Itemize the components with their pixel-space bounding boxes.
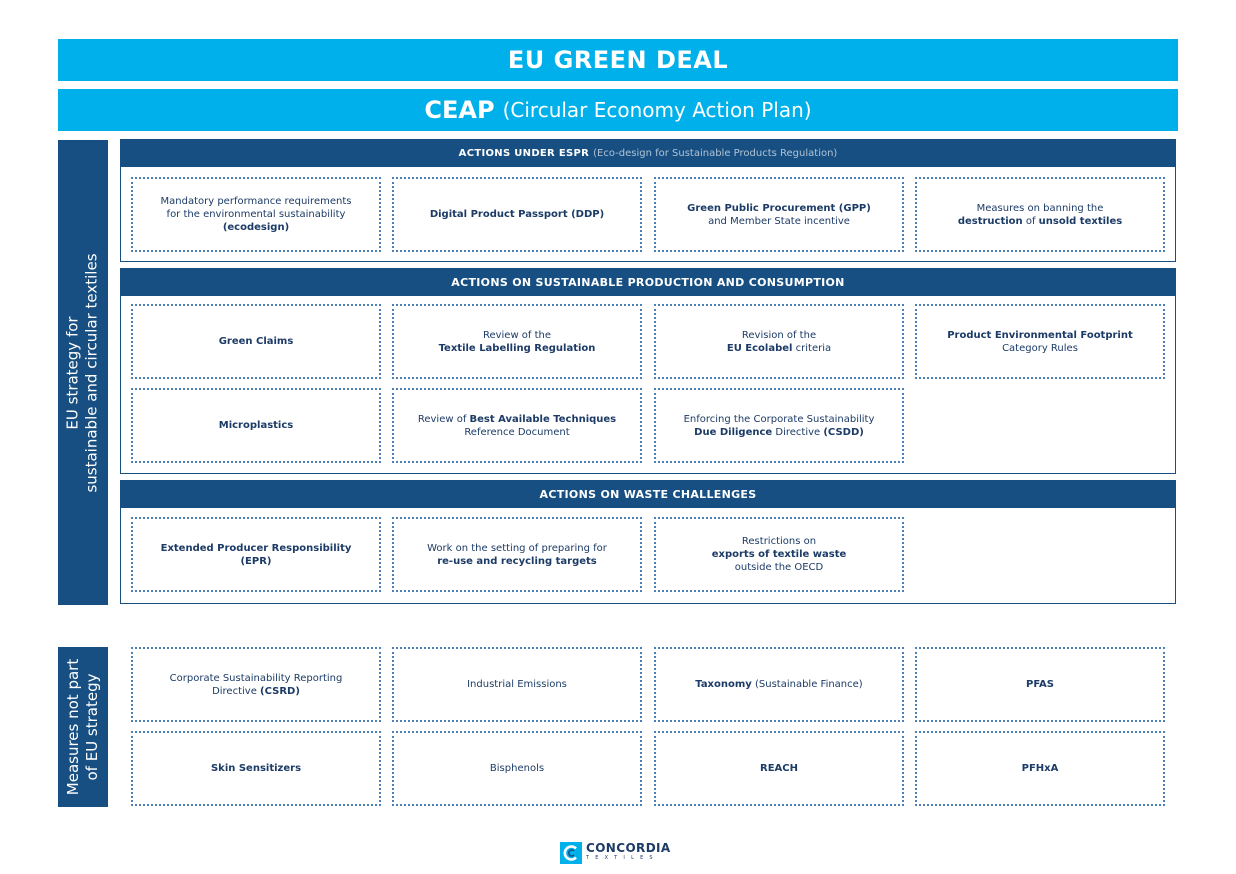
csdd-box	[654, 388, 904, 463]
microplastics-box	[131, 388, 381, 463]
reach-box	[654, 731, 904, 806]
green-public-procurement-box	[654, 177, 904, 252]
section-title: ACTIONS UNDER ESPR	[458, 148, 590, 159]
box-text: criteria	[792, 342, 832, 354]
box-text-bold: (ecodesign)	[222, 222, 290, 233]
logo-name: CONCORDIA	[586, 841, 671, 855]
box-text-bold: PFAS	[1026, 679, 1054, 690]
section-header	[121, 481, 1175, 508]
taxonomy-box	[654, 647, 904, 722]
section-title: ACTIONS ON WASTE CHALLENGES	[539, 488, 757, 501]
box-text-bold: Best Available Techniques	[469, 413, 617, 425]
box-text-bold: unsold textiles	[1038, 215, 1123, 227]
box-text-bold: Extended Producer Responsibility	[160, 542, 352, 554]
product-environmental-footprint-box	[915, 304, 1165, 379]
eu-green-deal-banner	[58, 39, 1178, 81]
section-title: ACTIONS ON SUSTAINABLE PRODUCTION AND CONSUMPTION	[451, 276, 845, 289]
eu-strategy-side-label	[58, 140, 108, 605]
concordia-logo-icon	[560, 842, 582, 864]
box-text-bold: exports of textile waste	[711, 549, 847, 560]
box-text-bold: REACH	[760, 763, 798, 774]
pfhxa-box	[915, 731, 1165, 806]
side-label-line: EU strategy for	[64, 315, 83, 430]
box-text: Enforcing the Corporate Sustainability	[683, 413, 875, 425]
textile-waste-exports-box	[654, 517, 904, 592]
box-text-bold: (CSDD)	[823, 426, 864, 438]
box-text-bold: Textile Labelling Regulation	[438, 342, 596, 354]
unsold-textiles-box	[915, 177, 1165, 252]
eu-green-deal-title: EU GREEN DEAL	[507, 46, 729, 74]
box-text: Industrial Emissions	[467, 679, 567, 690]
box-text-bold: Green Public Procurement (GPP)	[687, 202, 871, 214]
box-text-bold: Skin Sensitizers	[210, 763, 302, 774]
box-text: Work on the setting of preparing for	[427, 542, 607, 554]
box-text-bold: re-use and recycling targets	[437, 555, 597, 567]
industrial-emissions-box	[392, 647, 642, 722]
box-text: of	[1022, 215, 1039, 227]
box-text-bold: Green Claims	[218, 336, 294, 347]
ceap-banner	[58, 89, 1178, 131]
best-available-techniques-box	[392, 388, 642, 463]
ceap-subtitle: (Circular Economy Action Plan)	[502, 98, 812, 122]
csrd-box	[131, 647, 381, 722]
side-label-line: sustainable and circular textiles	[83, 252, 102, 493]
box-text: outside the OECD	[734, 562, 824, 573]
textile-labelling-box	[392, 304, 642, 379]
box-text: Directive	[212, 685, 261, 697]
box-text-bold: EU Ecolabel	[726, 342, 793, 354]
recycling-targets-box	[392, 517, 642, 592]
box-text: Category Rules	[1002, 342, 1078, 354]
box-text-bold: Microplastics	[218, 420, 294, 431]
skin-sensitizers-box	[131, 731, 381, 806]
ceap-title: CEAP	[424, 96, 495, 124]
box-text-bold: (CSRD)	[260, 685, 300, 697]
box-text-bold: Due Diligence	[694, 426, 773, 438]
box-text: Revision of the	[741, 329, 817, 341]
box-text: and Member State incentive	[708, 215, 850, 227]
box-text: Restrictions on	[741, 536, 817, 547]
concordia-logo	[560, 842, 671, 864]
section-header	[121, 140, 1175, 167]
ecodesign-box	[131, 177, 381, 252]
eu-ecolabel-box	[654, 304, 904, 379]
box-text: (Sustainable Finance)	[751, 679, 863, 690]
epr-box	[131, 517, 381, 592]
side-label-line: of EU strategy	[83, 673, 101, 781]
box-text: Directive	[772, 426, 824, 438]
box-text: Measures on banning the	[976, 202, 1104, 214]
box-text-bold: (EPR)	[240, 555, 272, 567]
bisphenols-box	[392, 731, 642, 806]
pfas-box	[915, 647, 1165, 722]
box-text: Review of the	[482, 329, 552, 341]
box-text-bold: Taxonomy	[695, 679, 752, 690]
box-text: Reference Document	[464, 426, 570, 438]
box-text-bold: destruction	[957, 215, 1023, 227]
box-text: Bisphenols	[489, 763, 545, 774]
box-text: Mandatory performance requirements	[160, 196, 352, 207]
box-text: Corporate Sustainability Reporting	[169, 672, 343, 684]
section-header	[121, 269, 1175, 296]
box-text-bold: PFHxA	[1021, 763, 1059, 774]
section-subtitle: (Eco-design for Sustainable Products Regulation)	[593, 148, 838, 159]
logo-subtitle: TEXTILES	[586, 855, 659, 861]
side-label-line: Measures not part	[64, 658, 82, 796]
box-text-bold: Digital Product Passport (DDP)	[429, 209, 605, 220]
box-text-bold: Product Environmental Footprint	[947, 329, 1133, 341]
not-part-side-label	[58, 647, 108, 807]
digital-product-passport-box	[392, 177, 642, 252]
box-text: for the environmental sustainability	[166, 209, 346, 220]
box-text: Review of	[417, 413, 470, 425]
green-claims-box	[131, 304, 381, 379]
